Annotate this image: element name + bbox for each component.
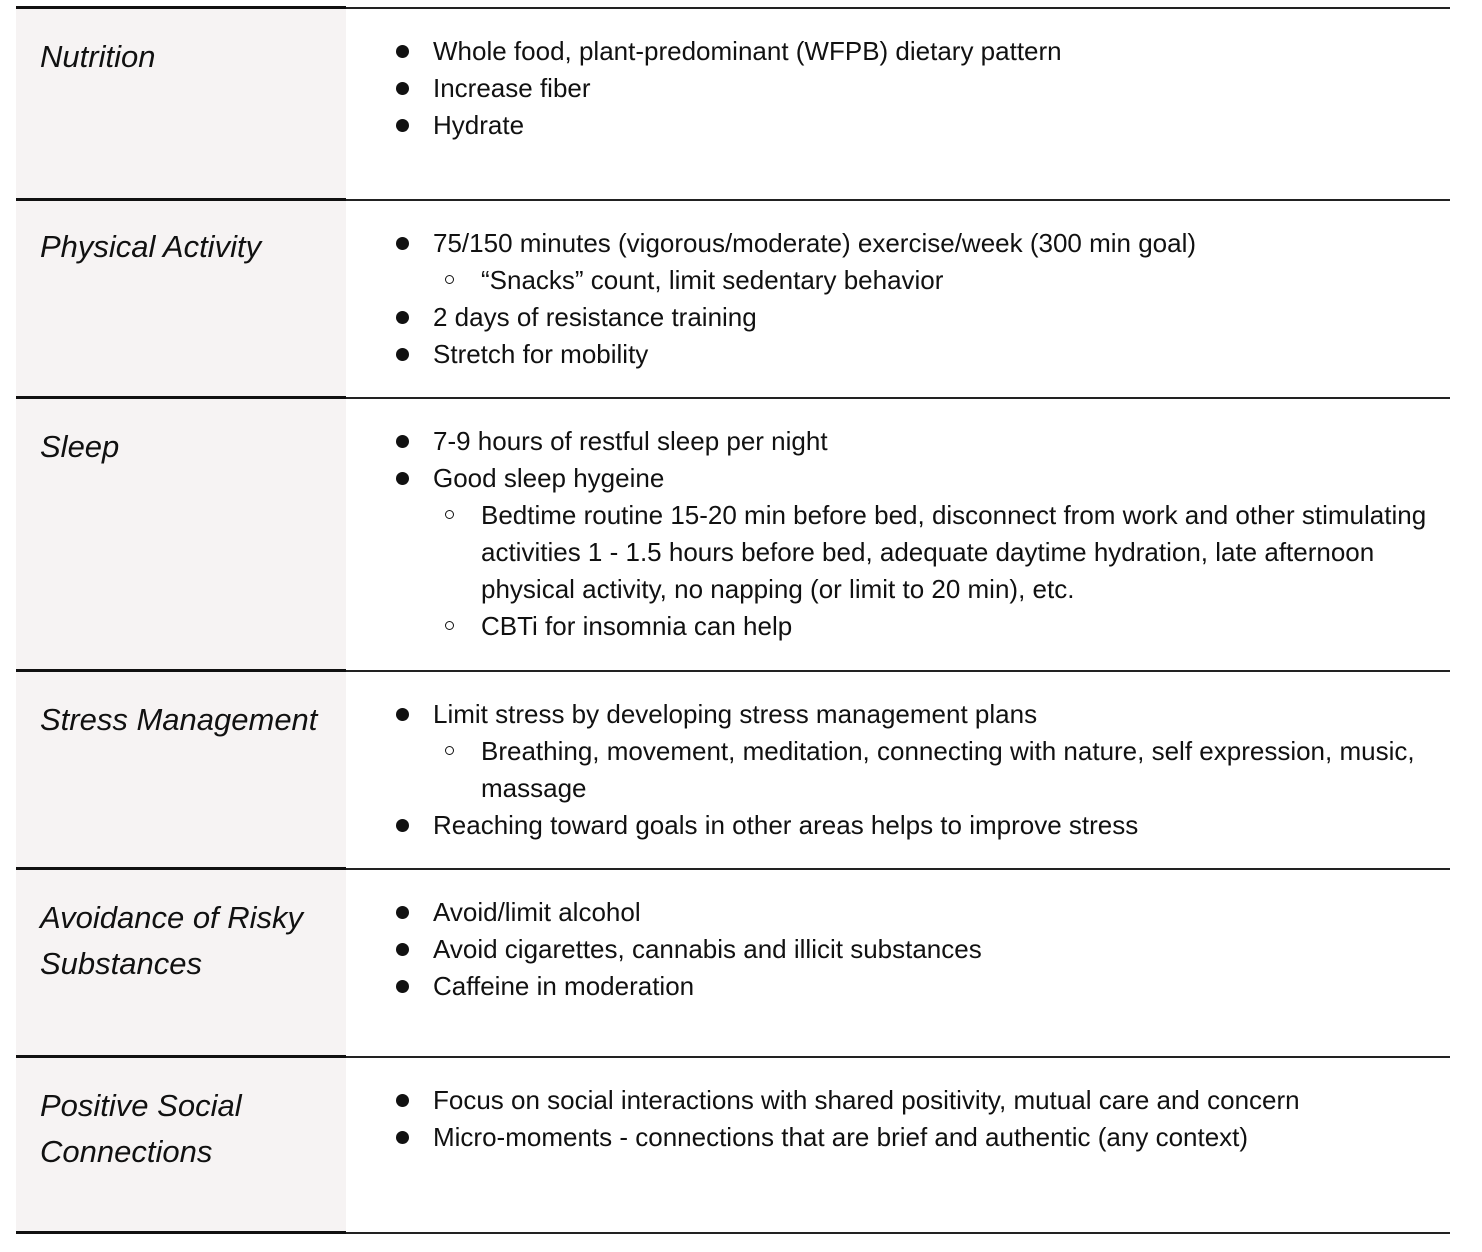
category-content: [346, 198, 1450, 396]
list-item-text: 7-9 hours of restful sleep per night: [433, 426, 828, 456]
list-subitem: [346, 608, 1430, 645]
list-item-text: 75/150 minutes (vigorous/moderate) exercise/week (300 min goal): [433, 228, 1197, 258]
filled-bullet-icon: [396, 237, 409, 250]
category-content: [346, 1055, 1450, 1231]
category-label: Positive Social Connections: [16, 1055, 346, 1231]
category-label: Sleep: [16, 396, 346, 669]
lifestyle-table: [16, 6, 1450, 1234]
category-label: Physical Activity: [16, 198, 346, 396]
hollow-bullet-icon: [445, 275, 454, 284]
table-row-social-connections: [16, 1055, 1450, 1231]
list-item: [346, 1119, 1430, 1156]
filled-bullet-icon: [396, 708, 409, 721]
list-item-text: Stretch for mobility: [433, 339, 649, 369]
list-item-text: Caffeine in moderation: [433, 971, 695, 1001]
list-item-text: Micro-moments - connections that are brief and authentic (any context): [433, 1122, 1249, 1152]
table-row-nutrition: [16, 6, 1450, 198]
bullet-list: [346, 423, 1430, 645]
bullet-list: [346, 225, 1430, 373]
list-item-text: Bedtime routine 15-20 min before bed, disconnect from work and other stimulating activities 1 - 1.5 hours before bed, adequate daytime hydration, late afternoon physical activity, no napping (or limit to 20 min), etc.: [481, 500, 1427, 604]
bullet-list: [346, 33, 1430, 144]
filled-bullet-icon: [396, 980, 409, 993]
list-item-text: Reaching toward goals in other areas helps to improve stress: [433, 810, 1139, 840]
list-item-text: “Snacks” count, limit sedentary behavior: [481, 265, 944, 295]
list-subitem: [346, 262, 1430, 299]
list-item-text: Focus on social interactions with shared positivity, mutual care and concern: [433, 1085, 1300, 1115]
list-item: [346, 299, 1430, 336]
list-item: [346, 107, 1430, 144]
filled-bullet-icon: [396, 943, 409, 956]
list-item: [346, 807, 1430, 844]
category-label: Nutrition: [16, 6, 346, 198]
table-row-physical-activity: [16, 198, 1450, 396]
filled-bullet-icon: [396, 82, 409, 95]
list-item-text: Breathing, movement, meditation, connecting with nature, self expression, music, massage: [481, 736, 1415, 803]
list-item-text: CBTi for insomnia can help: [481, 611, 793, 641]
list-item: [346, 225, 1430, 262]
list-item: [346, 460, 1430, 497]
bullet-list: [346, 1082, 1430, 1156]
filled-bullet-icon: [396, 311, 409, 324]
bullet-list: [346, 894, 1430, 1005]
filled-bullet-icon: [396, 435, 409, 448]
list-item: [346, 33, 1430, 70]
filled-bullet-icon: [396, 906, 409, 919]
table-bottom-border: [16, 1231, 1450, 1234]
filled-bullet-icon: [396, 348, 409, 361]
hollow-bullet-icon: [445, 621, 454, 630]
category-content: [346, 396, 1450, 669]
list-subitem: [346, 497, 1430, 608]
hollow-bullet-icon: [445, 746, 454, 755]
list-item: [346, 894, 1430, 931]
category-content: [346, 867, 1450, 1055]
list-item: [346, 1082, 1430, 1119]
filled-bullet-icon: [396, 1094, 409, 1107]
list-item-text: Good sleep hygeine: [433, 463, 665, 493]
list-item-text: Hydrate: [433, 110, 525, 140]
list-item: [346, 931, 1430, 968]
list-subitem: [346, 733, 1430, 807]
list-item-text: Avoid cigarettes, cannabis and illicit substances: [433, 934, 982, 964]
filled-bullet-icon: [396, 119, 409, 132]
filled-bullet-icon: [396, 1131, 409, 1144]
list-item-text: 2 days of resistance training: [433, 302, 757, 332]
hollow-bullet-icon: [445, 510, 454, 519]
list-item: [346, 70, 1430, 107]
list-item-text: Limit stress by developing stress management plans: [433, 699, 1038, 729]
list-item-text: Avoid/limit alcohol: [433, 897, 641, 927]
filled-bullet-icon: [396, 45, 409, 58]
list-item: [346, 423, 1430, 460]
table-row-risky-substances: [16, 867, 1450, 1055]
list-item: [346, 696, 1430, 733]
category-label: Stress Management: [16, 669, 346, 867]
filled-bullet-icon: [396, 819, 409, 832]
category-label: Avoidance of Risky Substances: [16, 867, 346, 1055]
category-content: [346, 669, 1450, 867]
list-item-text: Whole food, plant-predominant (WFPB) dietary pattern: [433, 36, 1062, 66]
filled-bullet-icon: [396, 472, 409, 485]
table-row-sleep: [16, 396, 1450, 669]
list-item: [346, 336, 1430, 373]
bullet-list: [346, 696, 1430, 844]
list-item-text: Increase fiber: [433, 73, 591, 103]
list-item: [346, 968, 1430, 1005]
category-content: [346, 6, 1450, 198]
table-row-stress-management: [16, 669, 1450, 867]
